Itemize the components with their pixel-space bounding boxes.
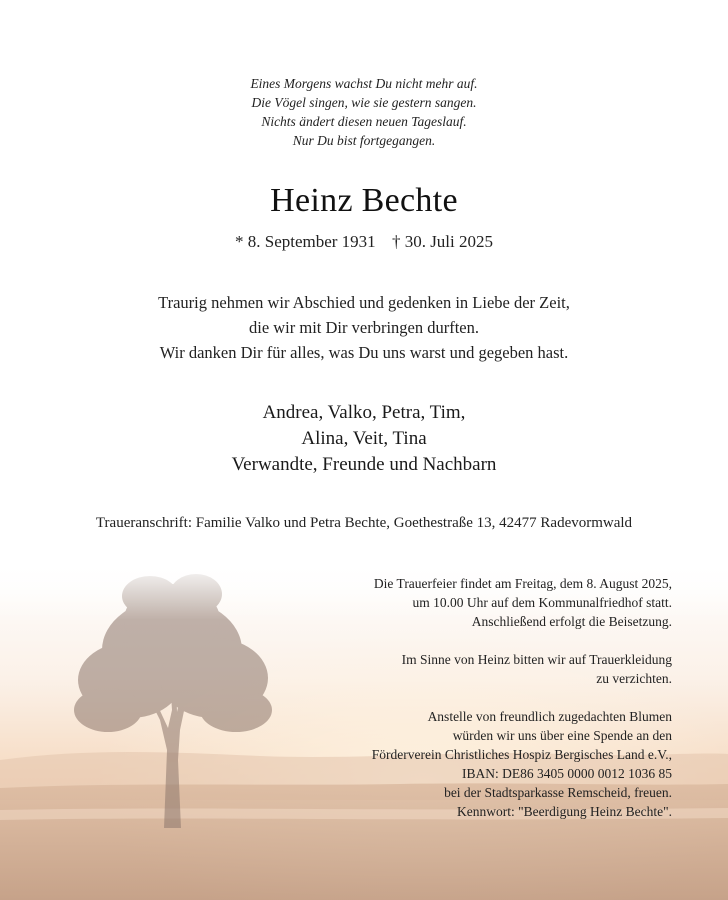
- ceremony-notice: [312, 574, 672, 631]
- life-dates: [0, 232, 728, 252]
- mourners-list: [0, 400, 728, 478]
- notice-line: Förderverein Christliches Hospiz Bergisches Land e.V.,: [371, 747, 672, 762]
- notice-line: bei der Stadtsparkasse Remscheid, freuen.: [444, 785, 672, 800]
- notice-line: zu verzichten.: [596, 671, 672, 686]
- mourners-line: Alina, Veit, Tina: [301, 428, 427, 449]
- poem-line: Nur Du bist fortgegangen.: [292, 133, 436, 148]
- donation-notice: [312, 707, 672, 821]
- deceased-name: Heinz Bechte: [270, 182, 458, 219]
- mourners-line: Andrea, Valko, Petra, Tim,: [262, 402, 466, 423]
- notice-line: um 10.00 Uhr auf dem Kommunalfriedhof statt.: [412, 595, 672, 610]
- death-date: † 30. Juli 2025: [391, 232, 493, 251]
- birth-date: * 8. September 1931: [234, 232, 376, 251]
- mourners-line: Verwandte, Freunde und Nachbarn: [231, 454, 497, 475]
- poem-line: Die Vögel singen, wie sie gestern sangen.: [251, 95, 477, 110]
- mourning-address: Traueranschrift: Familie Valko und Petra Bechte, Goethestraße 13, 42477 Radevormwald: [95, 515, 633, 531]
- poem-line: Nichts ändert diesen neuen Tageslauf.: [261, 114, 467, 129]
- farewell-line: die wir mit Dir verbringen durften.: [248, 318, 480, 337]
- iban: IBAN: DE86 3405 0000 0012 1036 85: [462, 766, 672, 781]
- poem: [0, 74, 728, 150]
- farewell-text: [0, 290, 728, 365]
- clothing-notice: [312, 650, 672, 688]
- farewell-line: Traurig nehmen wir Abschied und gedenken in Liebe der Zeit,: [158, 293, 570, 312]
- notice-line: Im Sinne von Heinz bitten wir auf Trauerkleidung: [401, 652, 672, 667]
- notice-line: Anschließend erfolgt die Beisetzung.: [471, 614, 672, 629]
- donation-keyword: Kennwort: "Beerdigung Heinz Bechte".: [457, 804, 672, 819]
- notice-line: würden wir uns über eine Spende an den: [452, 728, 672, 743]
- farewell-line: Wir danken Dir für alles, was Du uns warst und gegeben hast.: [159, 343, 569, 362]
- poem-line: Eines Morgens wachst Du nicht mehr auf.: [250, 76, 478, 91]
- funeral-notices: [312, 574, 672, 840]
- notice-line: Die Trauerfeier findet am Freitag, dem 8. August 2025,: [373, 576, 672, 591]
- notice-line: Anstelle von freundlich zugedachten Blumen: [427, 709, 672, 724]
